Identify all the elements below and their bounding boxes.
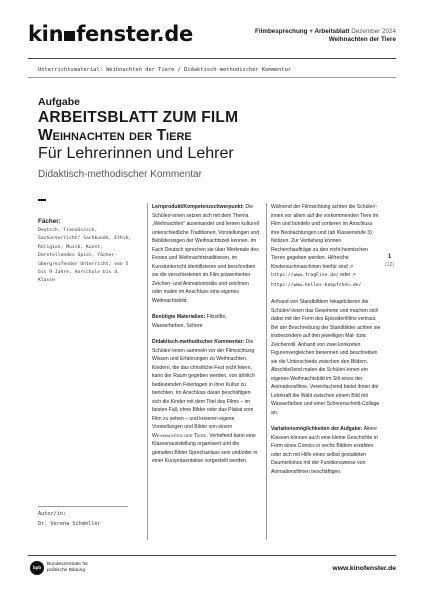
link-separator: oder	[340, 272, 351, 278]
materialien-text: Filzstifte, Wasserfarben, Schere	[152, 314, 227, 329]
autor-divider	[38, 506, 128, 507]
breadcrumb-divider	[28, 77, 396, 78]
footer-url-link[interactable]: www.kinofenster.de	[332, 565, 396, 572]
header-film-title: Weihnachten der Tiere	[328, 36, 396, 43]
lernprodukt-text: Die Schüler/-innen setzen sich mit dem Thema „Weihnachten“ auseinander und lernen kulturell unterschiedliche Traditionen, Vorstellungen und Bebilderungen der Weihnachtszeit kennen. Im Fach Deutsch sprechen sie über Merkmale des Festes und Weihnachtstraditionen, im Kunstunterricht identifizieren und beschreiben sie die verschiedenen im Film präsentierten Zeichen- und Animationsstile und zeichnen oder malen im Anschluss eine eigenes Weihnachtsbild.	[152, 204, 260, 304]
doc-date: Dezember 2024	[351, 28, 396, 35]
external-link-icon: ↗	[349, 263, 354, 270]
kommentar-text: Die Schüler/-innen sammeln vor der Filmsichtung Wissen und Erfahrungen zu Weihnachten. Kindern, die das christliche Fest nicht feiern, kann der Raum gegeben werden, von ähnlich bedeutenden Feiertagen in ihrer Kultur zu berichten. Im Anschluss daran beschäftigen sich die Kinder mit dem Titel des Films – im besten Fall, ohne Bilder oder das Plakat vom Film zu sehen – und kreieren eigene Vorstellungen und Bilder von einem	[152, 339, 255, 430]
variation-label: Variationsmöglichkeiten der Aufgabe:	[271, 426, 363, 432]
kommentar-paragraph	[152, 338, 260, 466]
bpb-line-2: politische Bildung	[47, 568, 86, 573]
autor-name: Dr. Verena Schmöller	[38, 521, 101, 527]
autor-label: Autor/in:	[38, 511, 67, 517]
film-title: Weihnachten der Tiere	[38, 127, 192, 144]
page-title: ARBEITSBLATT ZUM FILM	[38, 109, 239, 126]
standbilder-paragraph: Anhand von Standbildern rekapitulieren die Schüler/-innen das Gesehene und machen sich dabei mit der Form des Episodenfilms vertraut. Bei der Beschreibung der Standbilder achten sie insbesondere auf den jeweiligen Mal- bzw. Zeichenstil. Anhand von zwei konkreten Figurenvergleichen benennen und beschreiben sie die Unterschiede zwischen den Bildern. Abschließend malen die Schüler/-innen ein eigenes Weihnachtsbild im Stil eines der Animationsfilme. Vereinfachend bietet ihnen die Lehrkraft die Wahl zwischen einem Bild mit Wasserfarben und einer Scherenschnitt-Collage an.	[271, 299, 381, 416]
materialien-label: Benötigte Materialien:	[152, 314, 206, 320]
link-fragfinn[interactable]: https://www.fragFinn.de/	[271, 273, 339, 278]
page-total: (12)	[385, 262, 394, 268]
footer-divider	[28, 555, 396, 556]
aufgabe-label: Aufgabe	[38, 96, 80, 108]
column-right	[271, 203, 381, 484]
audience-title: Für Lehrerinnen und Lehrer	[38, 145, 234, 162]
filmsichtung-text: Während der Filmsichtung achten die Schüler/-innen vor allem auf die vorkommenden Tiere im Film und bündeln und sortieren im Anschluss ihre Beobachtungen und (ab Klassenstufe 3) Notizen. Zur Vertiefung können Recherchaufträge zu den nicht-heimischen Tieren gegeben werden. Hilfreiche Kindersuchmaschinen hierfür sind	[271, 204, 379, 270]
column-divider	[266, 203, 267, 540]
doc-type: Filmbesprechung + Arbeitsblatt	[255, 28, 350, 35]
header-divider	[28, 58, 396, 59]
film-title-inline: Weihnachten der Tiere	[152, 432, 207, 439]
subtitle: Didaktisch-methodischer Kommentar	[38, 169, 202, 180]
logo-text-left: kin	[28, 22, 64, 46]
bpb-line-1: Bundeszentrale für	[47, 562, 89, 567]
page-number	[385, 253, 394, 269]
materialien-paragraph	[152, 313, 260, 330]
section-dash	[38, 199, 46, 201]
breadcrumb: Unterrichtsmaterial: Weihnachten der Tiere / Didaktisch-methodischer Kommentar	[38, 67, 292, 73]
column-middle	[152, 203, 260, 474]
variation-paragraph	[271, 425, 381, 476]
page-current: 1	[387, 254, 392, 260]
lernprodukt-paragraph	[152, 203, 260, 305]
filmsichtung-paragraph	[271, 203, 381, 290]
link-helles-koepfchen[interactable]: https://www.helles-koepfchen.de/	[271, 282, 362, 288]
bpb-logo-icon: bpb	[30, 561, 44, 575]
faecher-label: Fächer:	[38, 218, 61, 225]
lernprodukt-label: Lernprodukt/Kompetenzschwerpunkt:	[152, 204, 244, 210]
faecher-list: Deutsch, Französisch, Sachunterricht/ Sachkunde, Ethik, Religion, Musik, Kunst, Darstellendes Spiel, fächer-übergreifender Unterricht, von 5 bis 9 Jahre, Vorschule bis 4. Klasse	[38, 228, 132, 284]
external-link-icon: ↗	[351, 272, 356, 278]
kommentar-text-end: . Vertiefend kann eine Klassenausstellung organisiert und die gemalten Bilder Sprechanlass sein und/oder in einer Kurzpräsentation vorgestellt werden.	[152, 432, 258, 464]
logo-square-icon	[64, 31, 75, 41]
bpb-name	[47, 562, 88, 574]
logo-text-right: fenster.de	[76, 22, 193, 46]
variation-text: Ältere Klassen können auch eine kleine Geschichte in Form eines Comics in sechs Bildern erzählen oder sich mit Hilfe eines selbst gestalteten Daumenkinos mit der Funktionsweise von Animationsfilmen beschäftigen.	[271, 426, 378, 475]
kommentar-label: Didaktisch-methodischer Kommentar:	[152, 339, 245, 345]
kinofenster-logo[interactable]	[28, 22, 193, 46]
header-meta	[255, 28, 396, 44]
column-divider	[147, 203, 148, 540]
